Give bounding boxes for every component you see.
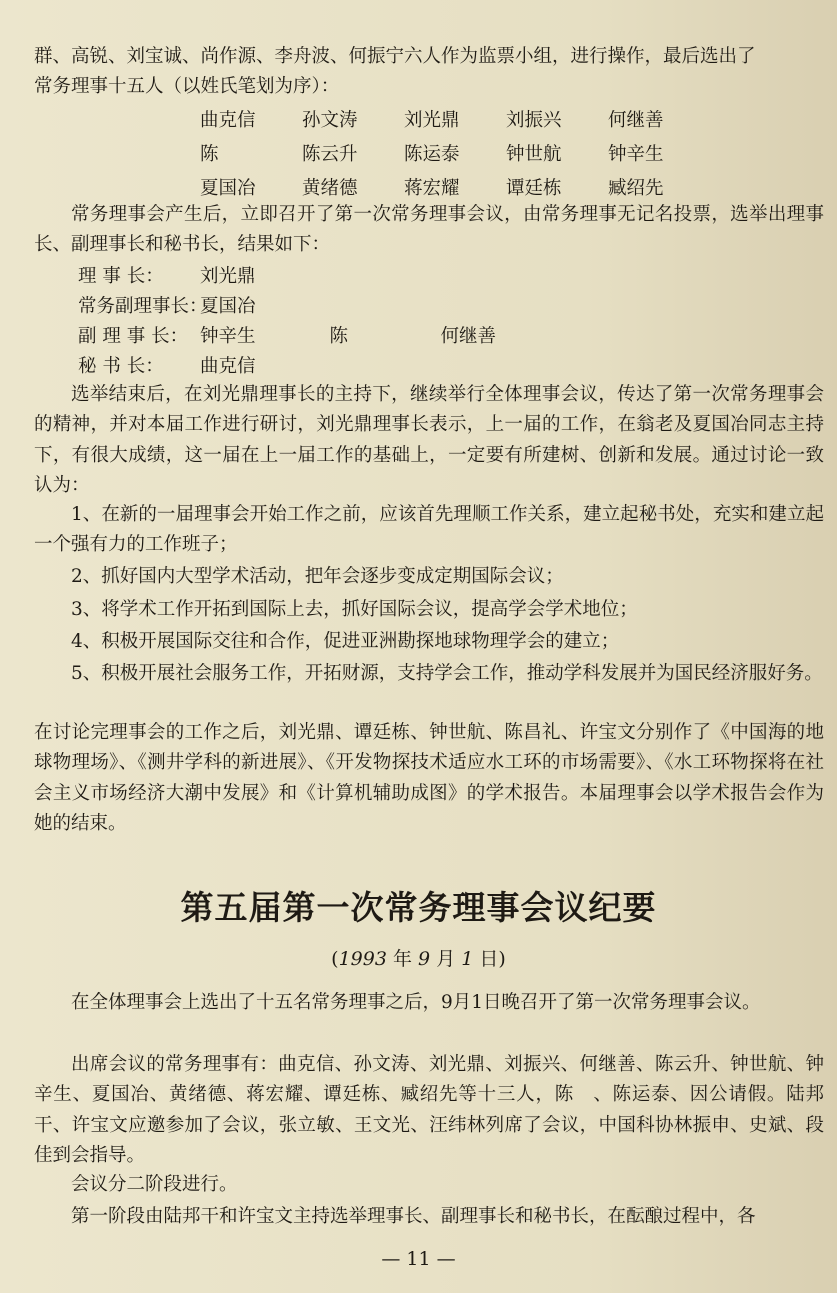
- officer-role: 理 事 长：: [78, 266, 164, 287]
- member-name: 陈: [200, 144, 219, 165]
- text-line: 群、高锐、刘宝诚、尚作源、李舟波、何振宁六人作为监票小组，进行操作，最后选出了: [34, 46, 756, 67]
- member-name: 刘振兴: [506, 110, 562, 131]
- officer-role: 秘 书 长：: [78, 356, 164, 377]
- member-row: [200, 170, 710, 204]
- date-day-char: 日: [479, 948, 499, 970]
- section-title: 第五届第一次常务理事会议纪要: [180, 888, 657, 927]
- member-name: 孙文涛: [302, 110, 358, 131]
- date-year: 1993: [338, 948, 387, 970]
- member-name: 何继善: [608, 110, 664, 131]
- section-date: (1993 年 9 月 1 日): [331, 948, 506, 970]
- officer-row: [78, 352, 256, 378]
- date-year-char: 年: [392, 948, 412, 970]
- member-name: 蒋宏耀: [404, 178, 460, 199]
- officer-name: 钟辛生 陈 何继善: [200, 326, 497, 347]
- officer-name: 夏国冶: [200, 296, 256, 317]
- officer-row: [78, 262, 256, 288]
- paragraph-reports: 在讨论完理事会的工作之后，刘光鼎、谭廷栋、钟世航、陈昌礼、许宝文分别作了《中国海的地球物理场》、《测井学科的新进展》、《开发物探技术适应水工环的市场需要》、《水工环物探将在社会主义市场经济大潮中发展》和《计算机辅助成图》的学术报告。本届理事会以学术报告会作为她的结束。: [34, 722, 824, 835]
- paragraph-election: 常务理事会产生后，立即召开了第一次常务理事会议，由常务理事无记名投票，选举出理事长、副理事长和秘书长，结果如下：: [34, 204, 824, 256]
- consensus-item-4: 4、积极开展国际交往和合作，促进亚洲勘探地球物理学会的建立；: [71, 631, 620, 652]
- member-name: 陈运泰: [404, 144, 460, 165]
- member-name: 陈云升: [302, 144, 358, 165]
- member-name: 臧绍先: [608, 178, 664, 199]
- paragraph-stages: 会议分二阶段进行。: [71, 1174, 238, 1195]
- officer-role: 副 理 事 长：: [78, 326, 189, 347]
- member-name: 黄绪德: [302, 178, 358, 199]
- date-month-char: 月: [436, 948, 456, 970]
- consensus-item-5: 5、积极开展社会服务工作，开拓财源，支持学会工作，推动学科发展并为国民经济服好务。: [71, 663, 823, 684]
- officer-name: 曲克信: [200, 356, 256, 377]
- page-number: — 11 —: [381, 1248, 456, 1270]
- consensus-item-3: 3、将学术工作开拓到国际上去，抓好国际会议，提高学会学术地位；: [71, 599, 638, 620]
- date-month: 9: [418, 948, 431, 970]
- paragraph-attendees: 出席会议的常务理事有：曲克信、孙文涛、刘光鼎、刘振兴、何继善、陈云升、钟世航、钟辛生、夏国冶、黄绪德、蒋宏耀、谭廷栋、臧绍先等十三人，陈 、陈运泰、因公请假。陆邦干、许宝文应邀参加了会议，张立敏、王文光、汪纬林列席了会议，中国科协林振申、史斌、段佳到会指导。: [34, 1054, 824, 1167]
- consensus-item-1: 1、在新的一届理事会开始工作之前，应该首先理顺工作关系，建立起秘书处，充实和建立起一个强有力的工作班子；: [34, 504, 824, 556]
- paragraph-first-stage: 第一阶段由陆邦干和许宝文主持选举理事长、副理事长和秘书长，在酝酿过程中，各: [71, 1206, 756, 1227]
- officer-row: [78, 292, 256, 318]
- officer-name: 刘光鼎: [200, 266, 256, 287]
- council-member-list: [200, 102, 710, 204]
- officer-row: [78, 322, 496, 348]
- member-name: 夏国冶: [200, 178, 256, 199]
- paragraph-after-election: 选举结束后，在刘光鼎理事长的主持下，继续举行全体理事会议，传达了第一次常务理事会的精神，并对本届工作进行研讨，刘光鼎理事长表示，上一届的工作，在翁老及夏国冶同志主持下，有很大成绩，这一届在上一届工作的基础上，一定要有所建树、创新和发展。通过讨论一致认为：: [34, 384, 824, 497]
- text-line: 常务理事十五人（以姓氏笔划为序）：: [34, 76, 340, 97]
- member-name: 钟世航: [506, 144, 562, 165]
- officer-role: 常务副理事长：: [78, 296, 208, 317]
- member-name: 谭廷栋: [506, 178, 562, 199]
- member-name: 刘光鼎: [404, 110, 460, 131]
- member-name: 曲克信: [200, 110, 256, 131]
- member-row: [200, 102, 710, 136]
- date-day: 1: [461, 948, 474, 970]
- member-row: [200, 136, 710, 170]
- paragraph-meeting-intro: 在全体理事会上选出了十五名常务理事之后，9月1日晚召开了第一次常务理事会议。: [71, 992, 761, 1013]
- member-name: 钟辛生: [608, 144, 664, 165]
- consensus-item-2: 2、抓好国内大型学术活动，把年会逐步变成定期国际会议；: [71, 566, 564, 587]
